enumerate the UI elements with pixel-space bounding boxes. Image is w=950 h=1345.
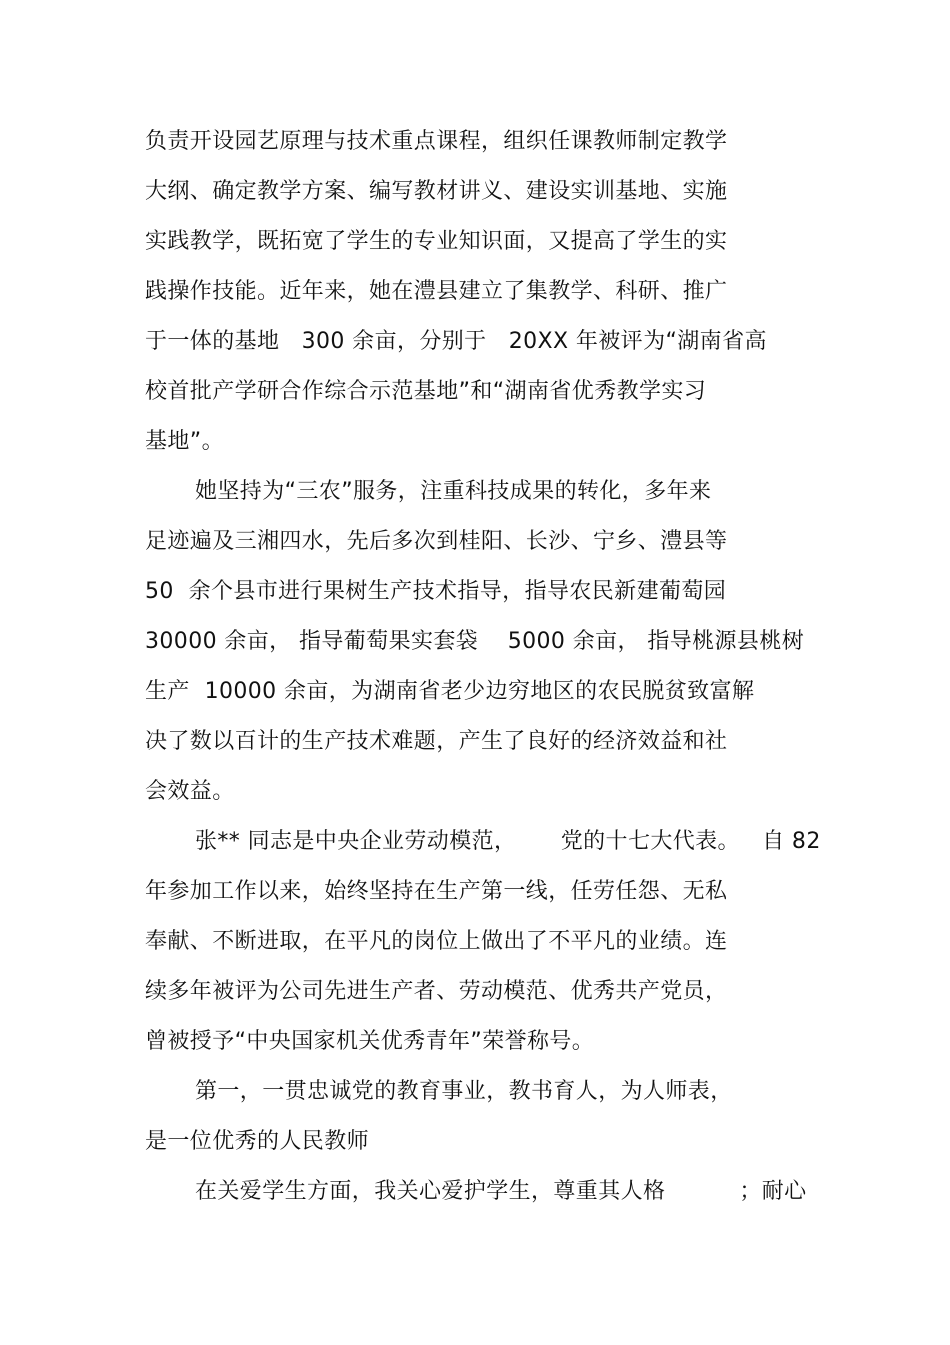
- text-line: 奉献、不断进取，在平凡的岗位上做出了不平凡的业绩。连: [145, 929, 728, 954]
- paragraph-first-line: 第一，一贯忠诚党的教育事业，教书育人，为人师表，: [195, 1079, 733, 1104]
- paragraph-first-line: 张** 同志是中央企业劳动模范， 党的十七大代表。 自 82: [195, 829, 821, 854]
- text-line: 曾被授予“中央国家机关优秀青年”荣誉称号。: [145, 1029, 595, 1054]
- text-line: 是一位优秀的人民教师: [145, 1129, 370, 1154]
- paragraph-first-line: 她坚持为“三农”服务，注重科技成果的转化，多年来: [195, 479, 712, 504]
- text-line: 负责开设园艺原理与技术重点课程，组织任课教师制定教学: [145, 129, 728, 154]
- text-line: 续多年被评为公司先进生产者、劳动模范、优秀共产党员，: [145, 979, 728, 1004]
- paragraph-first-line: 在关爱学生方面，我关心爱护学生，尊重其人格 ；耐心: [195, 1179, 807, 1204]
- text-line: 50 余个县市进行果树生产技术指导，指导农民新建葡萄园: [145, 579, 727, 604]
- text-line: 大纲、确定教学方案、编写教材讲义、建设实训基地、实施: [145, 179, 728, 204]
- text-line: 生产 10000 余亩，为湖南省老少边穷地区的农民脱贫致富解: [145, 679, 755, 704]
- text-line: 基地”。: [145, 429, 224, 454]
- text-line: 30000 余亩， 指导葡萄果实套袋 5000 余亩， 指导桃源县桃树: [145, 629, 805, 654]
- text-line: 会效益。: [145, 779, 235, 804]
- text-line: 足迹遍及三湘四水，先后多次到桂阳、长沙、宁乡、澧县等: [145, 529, 728, 554]
- text-line: 校首批产学研合作综合示范基地”和“湖南省优秀教学实习: [145, 379, 707, 404]
- text-line: 决了数以百计的生产技术难题，产生了良好的经济效益和社: [145, 729, 728, 754]
- text-line: 于一体的基地 300 余亩，分别于 20XX 年被评为“湖南省高: [145, 329, 767, 354]
- text-line: 年参加工作以来，始终坚持在生产第一线，任劳任怨、无私: [145, 879, 728, 904]
- text-line: 实践教学，既拓宽了学生的专业知识面，又提高了学生的实: [145, 229, 728, 254]
- text-line: 践操作技能。近年来，她在澧县建立了集教学、科研、推广: [145, 279, 728, 304]
